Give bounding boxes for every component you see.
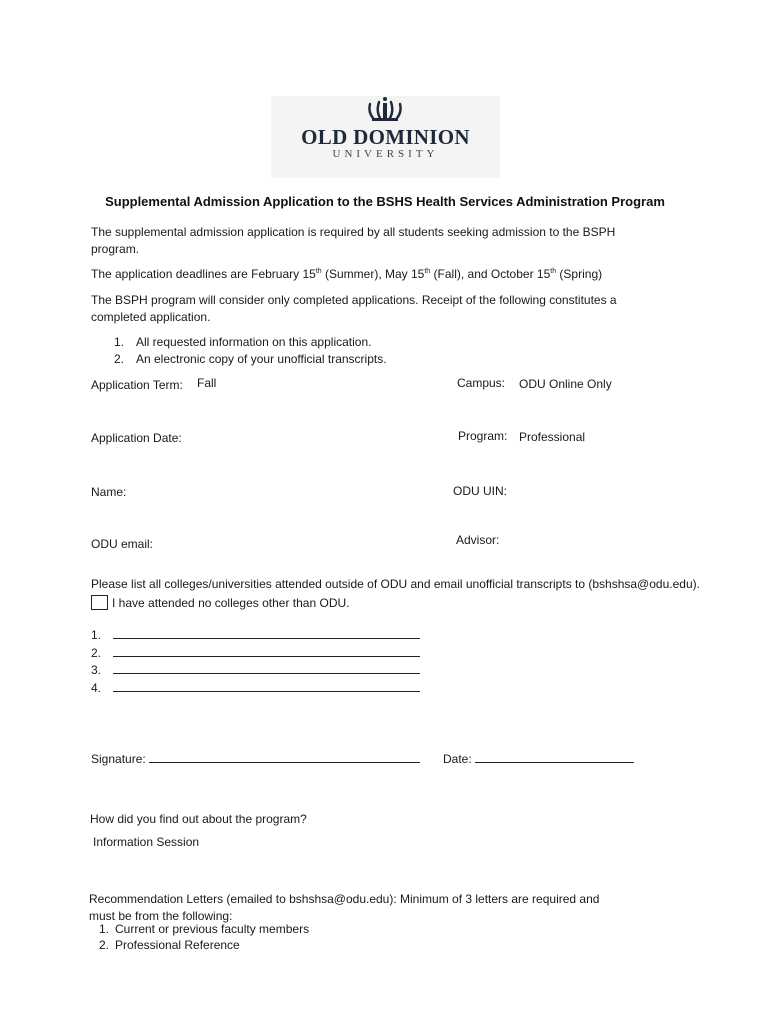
recommendation-paragraph: [89, 891, 689, 924]
find-out-question: How did you find out about the program?: [90, 812, 307, 826]
list-number: 2.: [91, 645, 102, 660]
intro-line: The supplemental admission application is required by all students seeking admission to the BSPH: [91, 225, 616, 239]
college-blank[interactable]: [113, 679, 420, 692]
email-label: ODU email:: [91, 537, 154, 551]
list-number: 4.: [91, 680, 102, 695]
completion-line: The BSPH program will consider only completed applications. Receipt of the following constitutes a: [91, 293, 617, 307]
college-blank[interactable]: [113, 661, 420, 674]
completion-paragraph: [91, 292, 691, 325]
signature-line[interactable]: [149, 750, 420, 763]
recommendation-line: Recommendation Letters (emailed to bshshsa@odu.edu): Minimum of 3 letters are required and: [89, 892, 600, 906]
list-text: An electronic copy of your unofficial transcripts.: [136, 351, 387, 366]
intro-line: program.: [91, 241, 140, 256]
college-line[interactable]: [91, 626, 420, 644]
term-label: Application Term:: [91, 378, 183, 392]
ordinal-suffix: th: [424, 268, 431, 275]
ordinal-suffix: th: [550, 268, 557, 275]
logo-wordmark: OLD DOMINION: [301, 125, 470, 149]
deadline-text: (Summer), May 15: [321, 267, 425, 281]
signature-row: [91, 750, 420, 766]
college-blank[interactable]: [113, 644, 420, 657]
deadline-paragraph: [91, 266, 691, 283]
date-row: [443, 750, 634, 766]
list-number: 1.: [99, 922, 110, 936]
college-line[interactable]: [91, 679, 420, 697]
list-item: [99, 938, 699, 954]
list-text: Current or previous faculty members: [115, 922, 310, 936]
recommendation-line: must be from the following:: [89, 908, 233, 923]
signature-date-label: Date:: [443, 752, 472, 766]
list-item: [114, 334, 714, 351]
term-field[interactable]: Fall: [197, 376, 217, 390]
college-line[interactable]: [91, 644, 420, 662]
campus-field[interactable]: ODU Online Only: [519, 377, 612, 391]
colleges-list: [91, 626, 420, 696]
list-number: 2.: [114, 351, 125, 366]
college-line[interactable]: [91, 661, 420, 679]
list-text: All requested information on this application.: [136, 335, 372, 349]
find-out-answer[interactable]: Information Session: [93, 835, 200, 849]
list-item: [99, 922, 699, 938]
list-text: Professional Reference: [115, 937, 240, 952]
deadline-text: (Spring): [556, 267, 603, 281]
page-title: Supplemental Admission Application to the BSHS Health Services Administration Program: [105, 194, 665, 209]
program-field[interactable]: Professional: [519, 430, 586, 444]
completion-line: completed application.: [91, 309, 211, 324]
logo-subtitle: UNIVERSITY: [332, 148, 439, 160]
no-colleges-label: I have attended no colleges other than ODU.: [112, 596, 350, 610]
advisor-label: Advisor:: [456, 533, 500, 547]
signature-date-line[interactable]: [475, 750, 634, 763]
colleges-instruction: Please list all colleges/universities attended outside of ODU and email unofficial transcripts to (bshshsa@odu.edu).: [91, 577, 700, 591]
list-number: 2.: [99, 937, 110, 952]
recommendation-list: [99, 922, 699, 953]
requirements-list: [114, 334, 714, 367]
list-number: 1.: [91, 628, 102, 642]
no-colleges-checkbox[interactable]: [91, 595, 108, 610]
application-date-label: Application Date:: [91, 431, 182, 445]
university-logo: [271, 96, 500, 178]
deadline-text: (Fall), and October 15: [430, 267, 551, 281]
list-number: 3.: [91, 663, 102, 677]
college-blank[interactable]: [113, 626, 420, 639]
uin-label: ODU UIN:: [453, 484, 507, 498]
list-number: 1.: [114, 335, 125, 349]
crown-icon: [366, 96, 404, 122]
intro-paragraph: [91, 224, 691, 257]
ordinal-suffix: th: [315, 268, 322, 275]
list-item: [114, 351, 714, 368]
deadline-text: The application deadlines are February 15: [91, 267, 316, 281]
campus-label: Campus:: [457, 376, 506, 390]
program-label: Program:: [458, 429, 508, 443]
signature-label: Signature:: [91, 752, 146, 766]
name-label: Name:: [91, 485, 127, 499]
